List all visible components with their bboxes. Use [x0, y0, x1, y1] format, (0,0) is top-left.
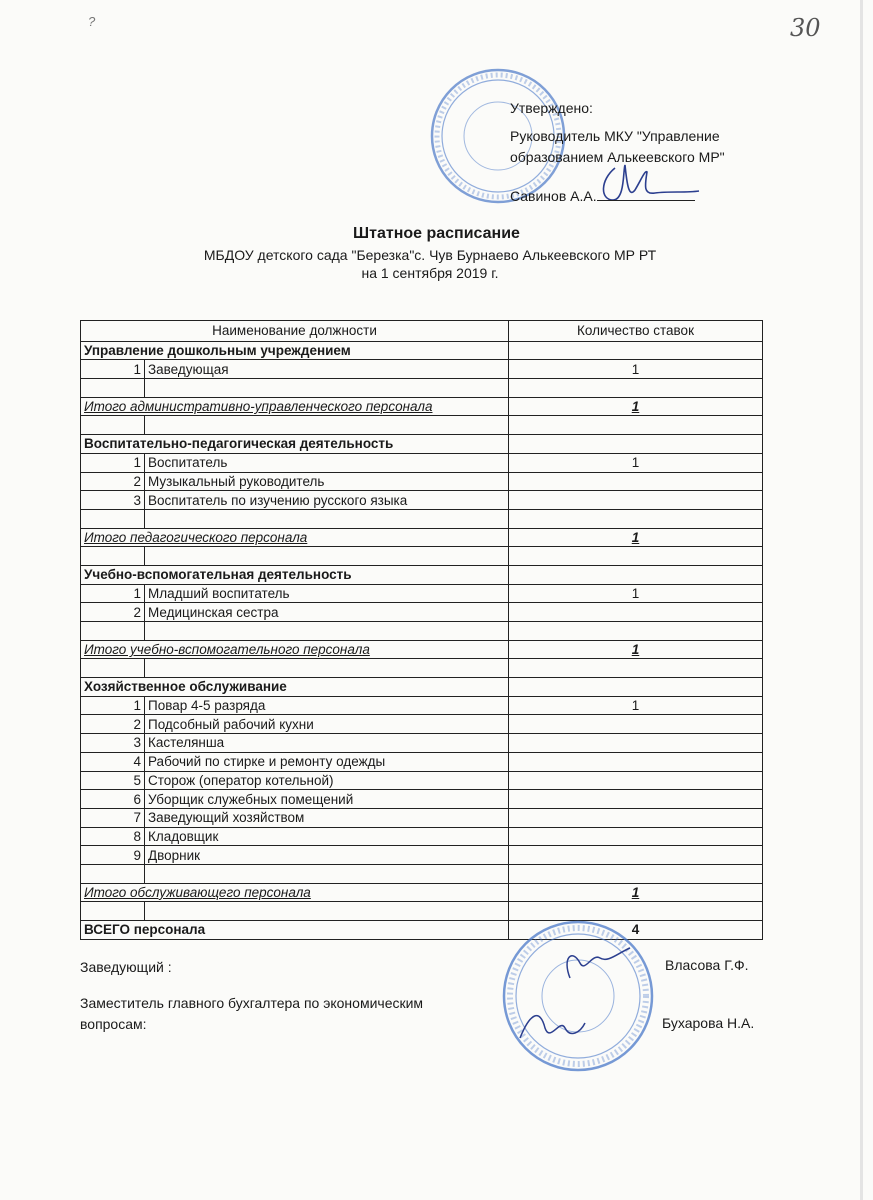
position-name: [145, 864, 509, 883]
table-row-section: [81, 565, 763, 584]
staff-table: [80, 320, 763, 940]
rate-count: [509, 734, 763, 753]
row-number: 5: [81, 771, 145, 790]
position-name: [145, 547, 509, 566]
position-name: [145, 509, 509, 528]
section-name: Воспитательно-педагогическая деятельность: [81, 435, 509, 454]
position-name: Медицинская сестра: [145, 603, 509, 622]
row-number: 2: [81, 472, 145, 491]
table-header-row: [81, 321, 763, 342]
rate-count: [509, 827, 763, 846]
position-name: Заведующий хозяйством: [145, 808, 509, 827]
position-name: Кладовщик: [145, 827, 509, 846]
table-row-item: [81, 453, 763, 472]
rate-count: [509, 603, 763, 622]
rate-count: [509, 416, 763, 435]
row-number: 1: [81, 696, 145, 715]
table-row-blank: [81, 659, 763, 678]
position-name: Заведующая: [145, 360, 509, 379]
row-number: 1: [81, 584, 145, 603]
table-row-item: [81, 715, 763, 734]
position-name: [145, 416, 509, 435]
rate-count: [509, 790, 763, 809]
rate-count: 1: [509, 453, 763, 472]
section-name: Управление дошкольным учреждением: [81, 341, 509, 360]
rate-count: [509, 379, 763, 398]
total-name: Итого учебно-вспомогательного персонала: [81, 640, 509, 659]
position-name: Рабочий по стирке и ремонту одежды: [145, 752, 509, 771]
document-subtitle: [0, 246, 860, 282]
table-row-item: [81, 491, 763, 510]
header-position: Наименование должности: [81, 321, 509, 342]
table-row-item: [81, 734, 763, 753]
rate-count: 1: [509, 640, 763, 659]
accountant-name: Бухарова Н.А.: [662, 1015, 755, 1031]
row-number: 9: [81, 846, 145, 865]
approval-position-line2: образованием Алькеевского МР": [510, 149, 725, 165]
table-row-total: [81, 528, 763, 547]
position-name: Подсобный рабочий кухни: [145, 715, 509, 734]
table-row-item: [81, 603, 763, 622]
row-number: 6: [81, 790, 145, 809]
section-name: Хозяйственное обслуживание: [81, 678, 509, 697]
row-number: [81, 902, 145, 921]
rate-count: [509, 846, 763, 865]
rate-count: 1: [509, 397, 763, 416]
row-number: [81, 864, 145, 883]
rate-count: 4: [509, 921, 763, 940]
rate-count: [509, 771, 763, 790]
row-number: [81, 416, 145, 435]
rate-count: [509, 509, 763, 528]
table-row-item: [81, 846, 763, 865]
table-row-grand: [81, 921, 763, 940]
table-row-item: [81, 584, 763, 603]
table-row-item: [81, 771, 763, 790]
table-row-total: [81, 640, 763, 659]
row-number: [81, 622, 145, 641]
rate-count: [509, 752, 763, 771]
table-row-item: [81, 808, 763, 827]
rate-count: [509, 435, 763, 454]
rate-count: 1: [509, 528, 763, 547]
position-name: Кастелянша: [145, 734, 509, 753]
rate-count: 1: [509, 696, 763, 715]
row-number: [81, 509, 145, 528]
position-name: Дворник: [145, 846, 509, 865]
rate-count: [509, 341, 763, 360]
table-row-blank: [81, 902, 763, 921]
rate-count: 1: [509, 883, 763, 902]
position-name: [145, 659, 509, 678]
table-row-blank: [81, 864, 763, 883]
organization-name: МБДОУ детского сада "Березка"с. Чув Бурнаево Алькеевского МР РТ: [203, 247, 657, 263]
position-name: Сторож (оператор котельной): [145, 771, 509, 790]
position-name: Уборщик служебных помещений: [145, 790, 509, 809]
table-row-item: [81, 790, 763, 809]
table-row-item: [81, 472, 763, 491]
signature-line: [597, 186, 695, 201]
position-name: Младший воспитатель: [145, 584, 509, 603]
total-name: Итого обслуживающего персонала: [81, 883, 509, 902]
table-row-blank: [81, 509, 763, 528]
page-edge: [860, 0, 863, 1200]
row-number: [81, 659, 145, 678]
head-label: Заведующий :: [80, 959, 172, 975]
position-name: Воспитатель: [145, 453, 509, 472]
row-number: 7: [81, 808, 145, 827]
rate-count: [509, 547, 763, 566]
row-number: 4: [81, 752, 145, 771]
table-row-section: [81, 678, 763, 697]
accountant-label-line2: вопросам:: [80, 1016, 147, 1032]
rate-count: [509, 678, 763, 697]
section-name: Учебно-вспомогательная деятельность: [81, 565, 509, 584]
table-row-item: [81, 752, 763, 771]
document-date: на 1 сентября 2019 г.: [361, 265, 499, 281]
rate-count: [509, 622, 763, 641]
head-name: Власова Г.Ф.: [665, 957, 749, 973]
table-row-section: [81, 341, 763, 360]
table-row-total: [81, 883, 763, 902]
rate-count: [509, 659, 763, 678]
table-row-blank: [81, 379, 763, 398]
approval-position-line1: Руководитель МКУ "Управление: [510, 128, 720, 144]
approval-block: [510, 98, 725, 207]
grand-name: ВСЕГО персонала: [81, 921, 509, 940]
approval-label: Утверждено:: [510, 100, 593, 116]
rate-count: [509, 565, 763, 584]
rate-count: [509, 472, 763, 491]
accountant-label: [80, 993, 423, 1035]
organization-stamp: [500, 918, 656, 1074]
handwritten-page-number: 30: [790, 14, 821, 42]
row-number: 2: [81, 715, 145, 734]
rate-count: 1: [509, 360, 763, 379]
position-name: [145, 902, 509, 921]
position-name: Музыкальный руководитель: [145, 472, 509, 491]
accountant-label-line1: Заместитель главного бухгалтера по экономическим: [80, 995, 424, 1011]
header-rates: Количество ставок: [509, 321, 763, 342]
rate-count: [509, 715, 763, 734]
total-name: Итого педагогического персонала: [81, 528, 509, 547]
table-row-item: [81, 827, 763, 846]
table-row-blank: [81, 547, 763, 566]
position-name: Воспитатель по изучению русского языка: [145, 491, 509, 510]
position-name: [145, 379, 509, 398]
table-row-blank: [81, 622, 763, 641]
total-name: Итого административно-управленческого персонала: [81, 397, 509, 416]
approval-signer: Савинов А.А.: [510, 188, 597, 204]
row-number: 2: [81, 603, 145, 622]
row-number: 1: [81, 453, 145, 472]
row-number: [81, 379, 145, 398]
row-number: 1: [81, 360, 145, 379]
position-name: Повар 4-5 разряда: [145, 696, 509, 715]
document-title: Штатное расписание: [353, 225, 520, 242]
rate-count: [509, 808, 763, 827]
row-number: [81, 547, 145, 566]
row-number: 3: [81, 734, 145, 753]
row-number: 3: [81, 491, 145, 510]
row-number: 8: [81, 827, 145, 846]
rate-count: 1: [509, 584, 763, 603]
rate-count: [509, 491, 763, 510]
table-row-section: [81, 435, 763, 454]
position-name: [145, 622, 509, 641]
table-row-item: [81, 360, 763, 379]
table-row-item: [81, 696, 763, 715]
table-row-total: [81, 397, 763, 416]
handwritten-mark: ?: [88, 14, 96, 29]
table-row-blank: [81, 416, 763, 435]
rate-count: [509, 864, 763, 883]
